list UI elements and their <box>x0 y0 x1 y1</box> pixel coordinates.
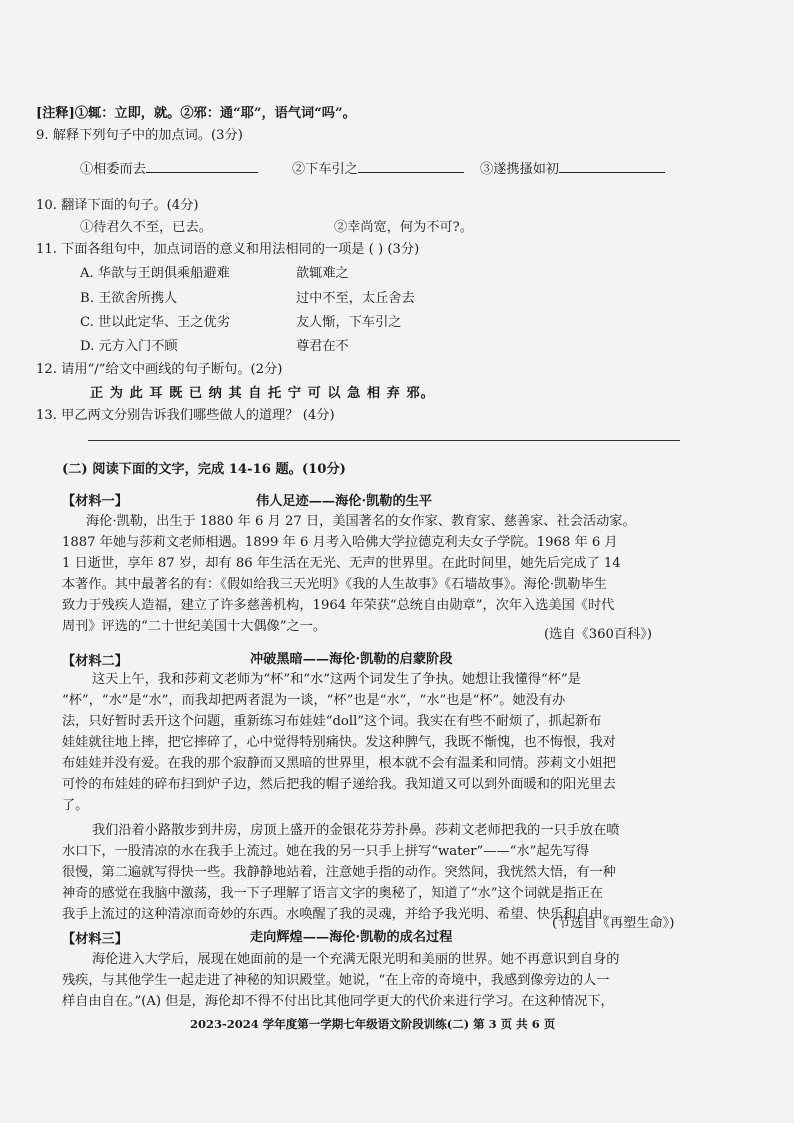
q11-prompt: 11. 下面各组句中，加点词语的意义和用法相同的一项是 ( ) (3分) <box>36 242 420 257</box>
material2-line: 我手上流过的这种清凉而奇妙的东西。水唤醒了我的灵魂，并给予我光明、希望、快乐和自由。 <box>62 907 616 922</box>
page-footer: 2023-2024 学年度第一学期七年级语文阶段训练(二) 第 3 页 共 6 页 <box>190 1017 556 1031</box>
q10-prompt: 10. 翻译下面的句子。(4分) <box>36 198 199 213</box>
q9-item-3 <box>480 160 665 178</box>
material3-line: 海伦进入大学后，展现在她面前的是一个充满无限光明和美丽的世界。她不再意识到自身的 <box>92 952 620 967</box>
answer-line[interactable] <box>88 440 680 441</box>
material2-tag: 【材料二】 <box>62 654 128 669</box>
material3-title: 走向辉煌——海伦·凯勒的成名过程 <box>250 930 453 945</box>
material2-line: 了。 <box>62 798 89 813</box>
q11-option-b: B. 王欲舍所携人 <box>80 291 178 306</box>
q13-prompt: 13. 甲乙两文分别告诉我们哪些做人的道理？ (4分) <box>36 408 335 423</box>
material2-line: 水口下，一股清凉的水在我手上流过。她在我的另一只手上拼写“water”——“水”起先写得 <box>62 844 590 859</box>
q9-item-1 <box>80 160 258 178</box>
material1-title: 伟人足迹——海伦·凯勒的生平 <box>256 494 433 509</box>
material2-line: 法，只好暂时丢开这个问题，重新练习布娃娃“doll”这个词。我实在有些不耐烦了，抓起新布 <box>62 714 602 729</box>
answer-blank[interactable] <box>559 160 665 173</box>
q9-item-2-text: ②下车引之 <box>292 162 358 177</box>
q11-option-c-pair: 友人惭，下车引之 <box>296 315 402 330</box>
material3-tag: 【材料三】 <box>62 932 128 947</box>
q10-sentence-2: ②幸尚宽，何为不可?。 <box>334 220 473 235</box>
q9-item-3-text: ③遂携搔如初 <box>480 162 560 177</box>
answer-blank[interactable] <box>146 160 258 173</box>
material1-line: 1 日逝世，享年 87 岁，却有 86 年生活在无光、无声的世界里。在此时间里，她先后完成了 14 <box>62 556 621 571</box>
q11-option-d-pair: 尊君在不 <box>296 339 349 354</box>
q11-option-a-pair: 歆辄难之 <box>296 266 349 281</box>
section2-heading: (二) 阅读下面的文字，完成 14-16 题。(10分) <box>62 462 346 477</box>
q9-item-2 <box>292 160 464 178</box>
material1-line: 1887 年她与莎莉文老师相遇。1899 年 6 月考入哈佛大学拉德克利夫女子学院。1968 年 6 月 <box>62 535 618 550</box>
material1-line: 周刊》评选的“二十世纪美国十大偶像”之一。 <box>62 619 327 634</box>
material2-line: 娃娃就往地上摔，把它摔碎了，心中觉得特别痛快。发这种脾气，我既不惭愧，也不悔恨，我对 <box>62 735 616 750</box>
material2-line: 神奇的感觉在我脑中激荡，我一下子理解了语言文字的奥秘了，知道了“水”这个词就是指正在 <box>62 886 603 901</box>
material2-title: 冲破黑暗——海伦·凯勒的启蒙阶段 <box>250 652 453 667</box>
material1-line: 海伦·凯勒，出生于 1880 年 6 月 27 日，美国著名的女作家、教育家、慈善家、社会活动家。 <box>86 514 636 529</box>
material1-source: (选自《360百科》) <box>544 627 652 642</box>
q10-sentence-1: ①待君久不至，已去。 <box>80 220 212 235</box>
q9-item-1-text: ①相委而去 <box>80 162 146 177</box>
material2-line: 我们沿着小路散步到井房，房顶上盛开的金银花芬芳扑鼻。莎莉文老师把我的一只手放在喷 <box>92 823 620 838</box>
material3-line: 残疾，与其他学生一起走进了神秘的知识殿堂。她说，“在上帝的奇境中，我感到像旁边的人一 <box>62 973 610 988</box>
material3-line: 样自由自在。”(A) 但是，海伦却不得不付出比其他同学更大的代价来进行学习。在这种情况下， <box>62 994 614 1009</box>
q11-option-a: A. 华歆与王朗俱乘船避难 <box>80 266 230 281</box>
q12-sentence: 正 为 此 耳 既 已 纳 其 自 托 宁 可 以 急 相 弃 邪。 <box>90 386 435 401</box>
material2-line: 这天上午，我和莎莉文老师为“杯”和“水”这两个词发生了争执。她想让我懂得“杯”是 <box>92 672 581 687</box>
q12-prompt: 12. 请用“/”给文中画线的句子断句。(2分) <box>36 362 283 377</box>
material2-line: “杯”，“水”是“水”，而我却把两者混为一谈，“杯”也是“水”，“水”也是“杯”。她没有办 <box>62 693 566 708</box>
material2-line: 布娃娃并没有爱。在我的那个寂静而又黑暗的世界里，根本就不会有温柔和同情。莎莉文小姐把 <box>62 756 616 771</box>
q11-option-b-pair: 过中不至，太丘舍去 <box>296 291 415 306</box>
material2-source: (节选自《再塑生命》) <box>552 916 675 931</box>
answer-blank[interactable] <box>358 160 464 173</box>
q11-option-c: C. 世以此定华、王之优劣 <box>80 315 230 330</box>
q9-prompt: 9. 解释下列句子中的加点词。(3分) <box>36 128 243 143</box>
material2-line: 很慢，第二遍就写得快一些。我静静地站着，注意她手指的动作。突然间，我恍然大悟，有一种 <box>62 865 616 880</box>
material1-tag: 【材料一】 <box>62 494 128 509</box>
material2-line: 可怜的布娃娃的碎布扫到炉子边，然后把我的帽子递给我。我知道又可以到外面暖和的阳光里去 <box>62 777 616 792</box>
material1-line: 本著作。其中最著名的有：《假如给我三天光明》《我的人生故事》《石墙故事》。海伦·凯勒毕生 <box>62 577 607 592</box>
q11-option-d: D. 元方入门不顾 <box>80 339 178 354</box>
note-line: [注释]①辄：立即，就。②邪：通“耶”，语气词“吗”。 <box>36 106 356 121</box>
material1-line: 致力于残疾人造福，建立了许多慈善机构，1964 年荣获“总统自由勋章”，次年入选美国《时代 <box>62 598 615 613</box>
